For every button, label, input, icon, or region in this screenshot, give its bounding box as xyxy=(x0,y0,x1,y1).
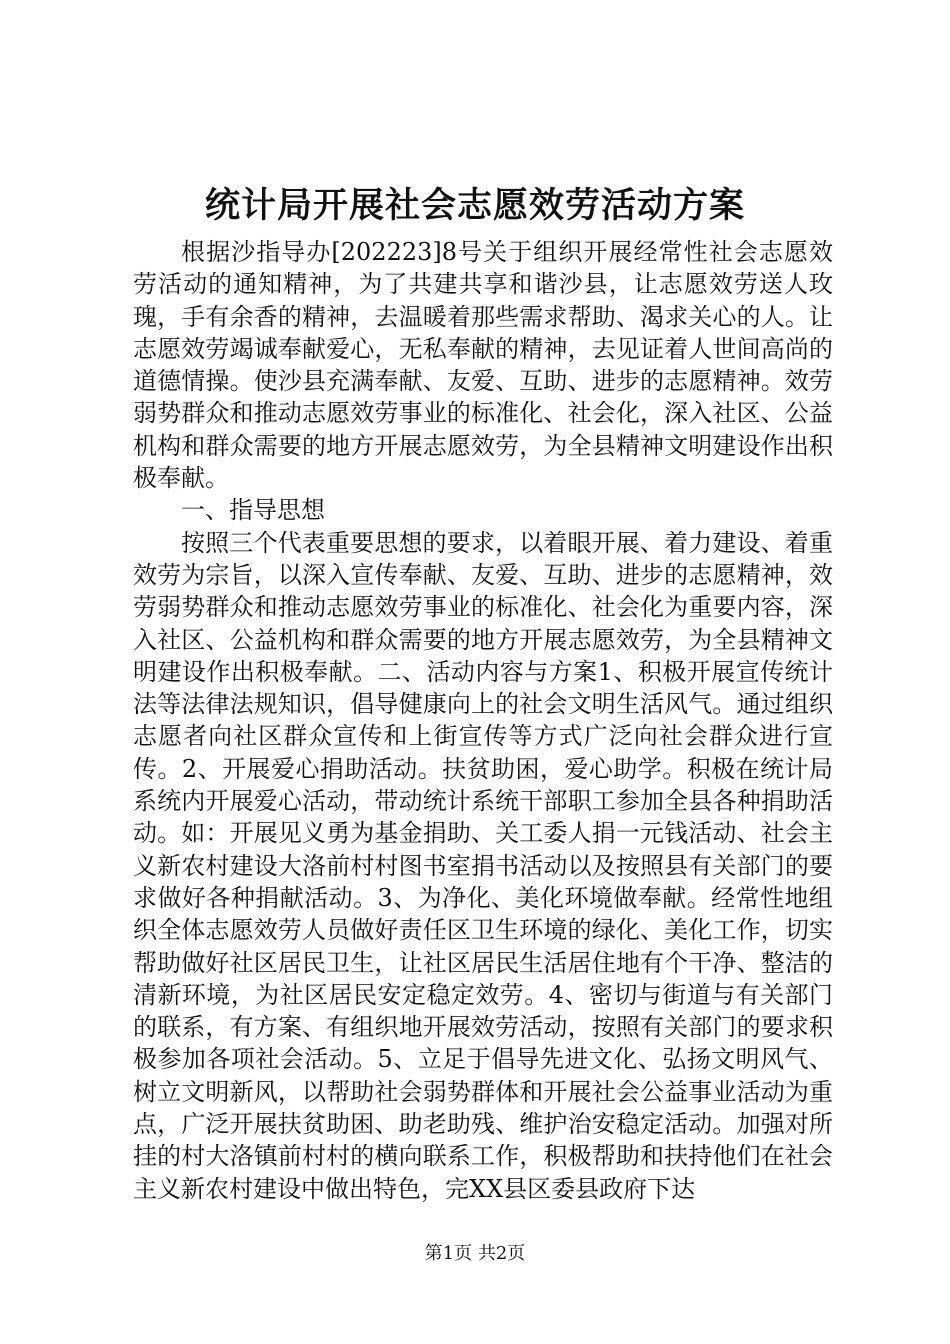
intro-paragraph: 根据沙指导办[202223]8号关于组织开展经常性社会志愿效劳活动的通知精神，为了共建共享和谐沙县，让志愿效劳送人玫瑰，手有余香的精神，去温暖着那些需求帮助、渴求关心的人。让志愿效劳竭诚奉献爱心，无私奉献的精神，去见证着人世间高尚的道德情操。使沙县充满奉献、友爱、互助、进步的志愿精神。效劳弱势群众和推动志愿效劳事业的标准化、社会化，深入社区、公益机构和群众需要的地方开展志愿效劳，为全县精神文明建设作出积极奉献。 xyxy=(133,238,833,493)
section-heading-guiding-thought: 一、指导思想 xyxy=(181,496,325,525)
main-paragraph: 按照三个代表重要思想的要求，以着眼开展、着力建设、着重效劳为宗旨，以深入宣传奉献、友爱、互助、进步的志愿精神，效劳弱势群众和推动志愿效劳事业的标准化、社会化为重要内容，深入社区、公益机构和群众需要的地方开展志愿效劳，为全县精神文明建设作出积极奉献。二、活动内容与方案1、积极开展宣传统计法等法律法规知识，倡导健康向上的社会文明生活风气。通过组织志愿者向社区群众宣传和上街宣传等方式广泛向社会群众进行宣传。2、开展爱心捐助活动。扶贫助困，爱心助学。积极在统计局系统内开展爱心活动，带动统计系统干部职工参加全县各种捐助活动。如：开展见义勇为基金捐助、关工委人捐一元钱活动、社会主义新农村建设大洛前村村图书室捐书活动以及按照县有关部门的要求做好各种捐献活动。3、为净化、美化环境做奉献。经常性地组织全体志愿效劳人员做好责任区卫生环境的绿化、美化工作，切实帮助做好社区居民卫生，让社区居民生活居住地有个干净、整洁的清新环境，为社区居民安定稳定效劳。4、密切与街道与有关部门的联系，有方案、有组织地开展效劳活动，按照有关部门的要求积极参加各项社会活动。5、立足于倡导先进文化、弘扬文明风气、树立文明新风，以帮助社会弱势群体和开展社会公益事业活动为重点，广泛开展扶贫助困、助老助残、维护治安稳定活动。加强对所挂的村大洛镇前村村的横向联系工作，积极帮助和扶持他们在社会主义新农村建设中做出特色，完XX县区委县政府下达 xyxy=(133,528,833,1203)
document-body xyxy=(133,236,833,1205)
document-title: 统计局开展社会志愿效劳活动方案 xyxy=(204,185,745,226)
page-footer: 第1页 共2页 xyxy=(424,1243,526,1264)
